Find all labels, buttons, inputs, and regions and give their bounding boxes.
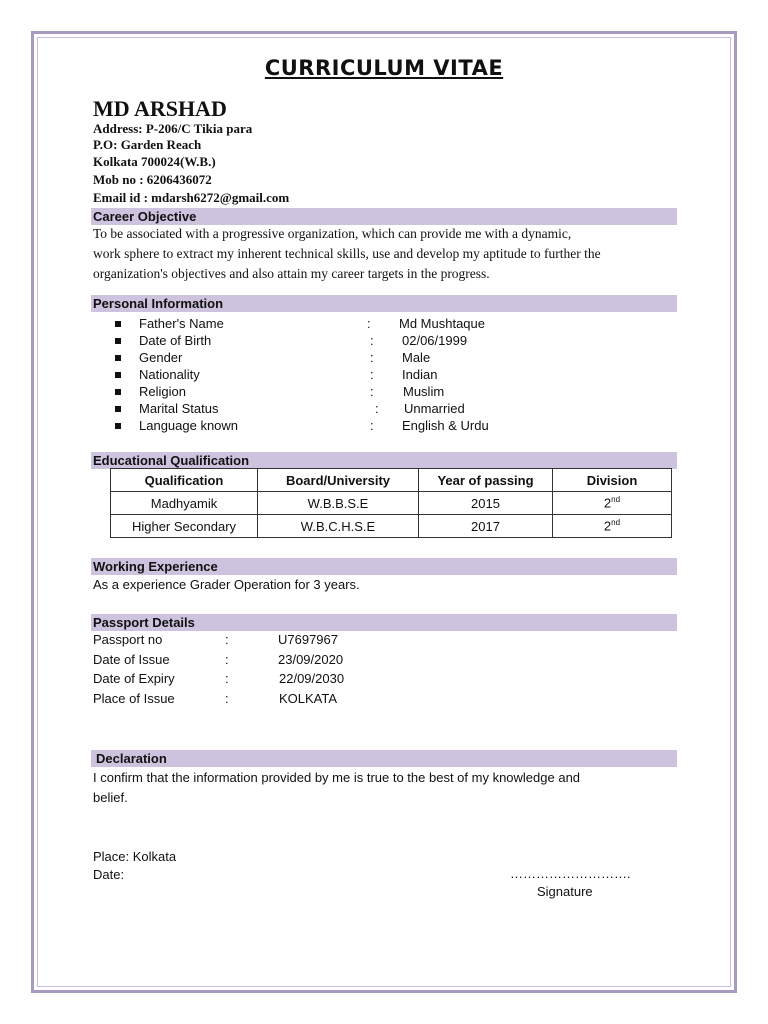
bullet-icon: [115, 338, 121, 344]
column-header: Qualification: [111, 469, 258, 492]
personal-information-heading: [91, 295, 677, 312]
year-cell: 2017: [419, 515, 553, 538]
field-label: Marital Status: [139, 401, 219, 416]
declaration-line: I confirm that the information provided by me is true to the best of my knowledge and: [93, 770, 581, 785]
field-separator: :: [370, 333, 374, 348]
column-header: Board/University: [258, 469, 419, 492]
field-value: 23/09/2020: [278, 652, 344, 667]
field-label: Religion: [139, 384, 186, 399]
declaration-heading: [91, 750, 677, 767]
field-label: Date of Expiry: [93, 671, 175, 686]
table-header-row: [111, 469, 672, 492]
section-heading-label: Career Objective: [93, 209, 197, 224]
division-suffix: nd: [611, 518, 621, 528]
division-suffix: nd: [611, 495, 621, 505]
field-value: English & Urdu: [402, 418, 489, 433]
field-separator: :: [370, 367, 374, 382]
bullet-icon: [115, 389, 121, 395]
section-heading-label: Declaration: [96, 751, 167, 766]
field-value: 02/06/1999: [402, 333, 468, 348]
field-label: Passport no: [93, 632, 163, 647]
bullet-icon: [115, 355, 121, 361]
field-separator: :: [375, 401, 379, 416]
table-row: [111, 492, 672, 515]
field-label: Date of Birth: [139, 333, 212, 348]
bullet-icon: [115, 423, 121, 429]
education-table: [110, 468, 672, 538]
division-value: 2: [603, 495, 612, 511]
career-objective-line: To be associated with a progressive organization, which can provide me with a dynamic,: [93, 226, 572, 241]
field-separator: :: [225, 691, 229, 706]
field-value: U7697967: [278, 632, 338, 647]
field-value: Md Mushtaque: [399, 316, 485, 331]
field-label: Gender: [139, 350, 183, 365]
section-heading-label: Working Experience: [93, 559, 218, 574]
field-value: KOLKATA: [279, 691, 338, 706]
bullet-icon: [115, 321, 121, 327]
table-row: [111, 515, 672, 538]
field-label: Nationality: [139, 367, 200, 382]
column-header: Year of passing: [419, 469, 553, 492]
document-title: CURRICULUM VITAE: [264, 56, 504, 80]
year-cell: 2015: [419, 492, 553, 515]
field-separator: :: [370, 418, 374, 433]
field-label: Father's Name: [139, 316, 224, 331]
field-value: Muslim: [403, 384, 445, 399]
field-separator: :: [225, 652, 229, 667]
career-objective-line: organization's objectives and also attain my career targets in the progress.: [93, 266, 490, 281]
section-heading-label: Educational Qualification: [93, 453, 250, 468]
signature-label: Signature: [537, 884, 593, 899]
qualification-cell: Higher Secondary: [111, 515, 258, 538]
signature-line: ……………………….: [510, 866, 631, 881]
career-objective-line: work sphere to extract my inherent technical skills, use and develop my aptitude to further the: [93, 246, 601, 261]
division-cell: [553, 515, 672, 538]
mobile-line: Mob no : 6206436072: [93, 172, 212, 187]
board-cell: W.B.C.H.S.E: [258, 515, 419, 538]
field-label: Date of Issue: [93, 652, 170, 667]
field-separator: :: [225, 632, 229, 647]
field-label: Language known: [139, 418, 239, 433]
field-label: Place of Issue: [93, 691, 175, 706]
division-cell: [553, 492, 672, 515]
bullet-icon: [115, 372, 121, 378]
field-separator: :: [225, 671, 229, 686]
board-cell: W.B.B.S.E: [258, 492, 419, 515]
section-heading-label: Personal Information: [93, 296, 224, 311]
working-experience-heading: [91, 558, 677, 575]
field-separator: :: [370, 350, 374, 365]
passport-details-heading: [91, 614, 677, 631]
city-line: Kolkata 700024(W.B.): [93, 154, 216, 169]
address-line: Address: P-206/C Tikia para: [93, 121, 253, 136]
declaration-line: belief.: [93, 790, 128, 805]
post-office-line: P.O: Garden Reach: [93, 137, 202, 152]
field-value: Indian: [402, 367, 438, 382]
field-value: Male: [402, 350, 431, 365]
date-text: Date:: [93, 867, 125, 882]
career-objective-heading: [91, 208, 677, 225]
field-value: 22/09/2030: [279, 671, 345, 686]
experience-text: As a experience Grader Operation for 3 years.: [93, 577, 360, 592]
field-separator: :: [367, 316, 371, 331]
division-value: 2: [603, 518, 612, 534]
section-heading-label: Passport Details: [93, 615, 195, 630]
qualification-cell: Madhyamik: [111, 492, 258, 515]
place-text: Place: Kolkata: [93, 849, 177, 864]
education-heading: [91, 452, 677, 469]
column-header: Division: [553, 469, 672, 492]
field-separator: :: [370, 384, 374, 399]
bullet-icon: [115, 406, 121, 412]
field-value: Unmarried: [404, 401, 465, 416]
candidate-name: MD ARSHAD: [93, 96, 227, 121]
email-line: Email id : mdarsh6272@gmail.com: [93, 190, 290, 205]
